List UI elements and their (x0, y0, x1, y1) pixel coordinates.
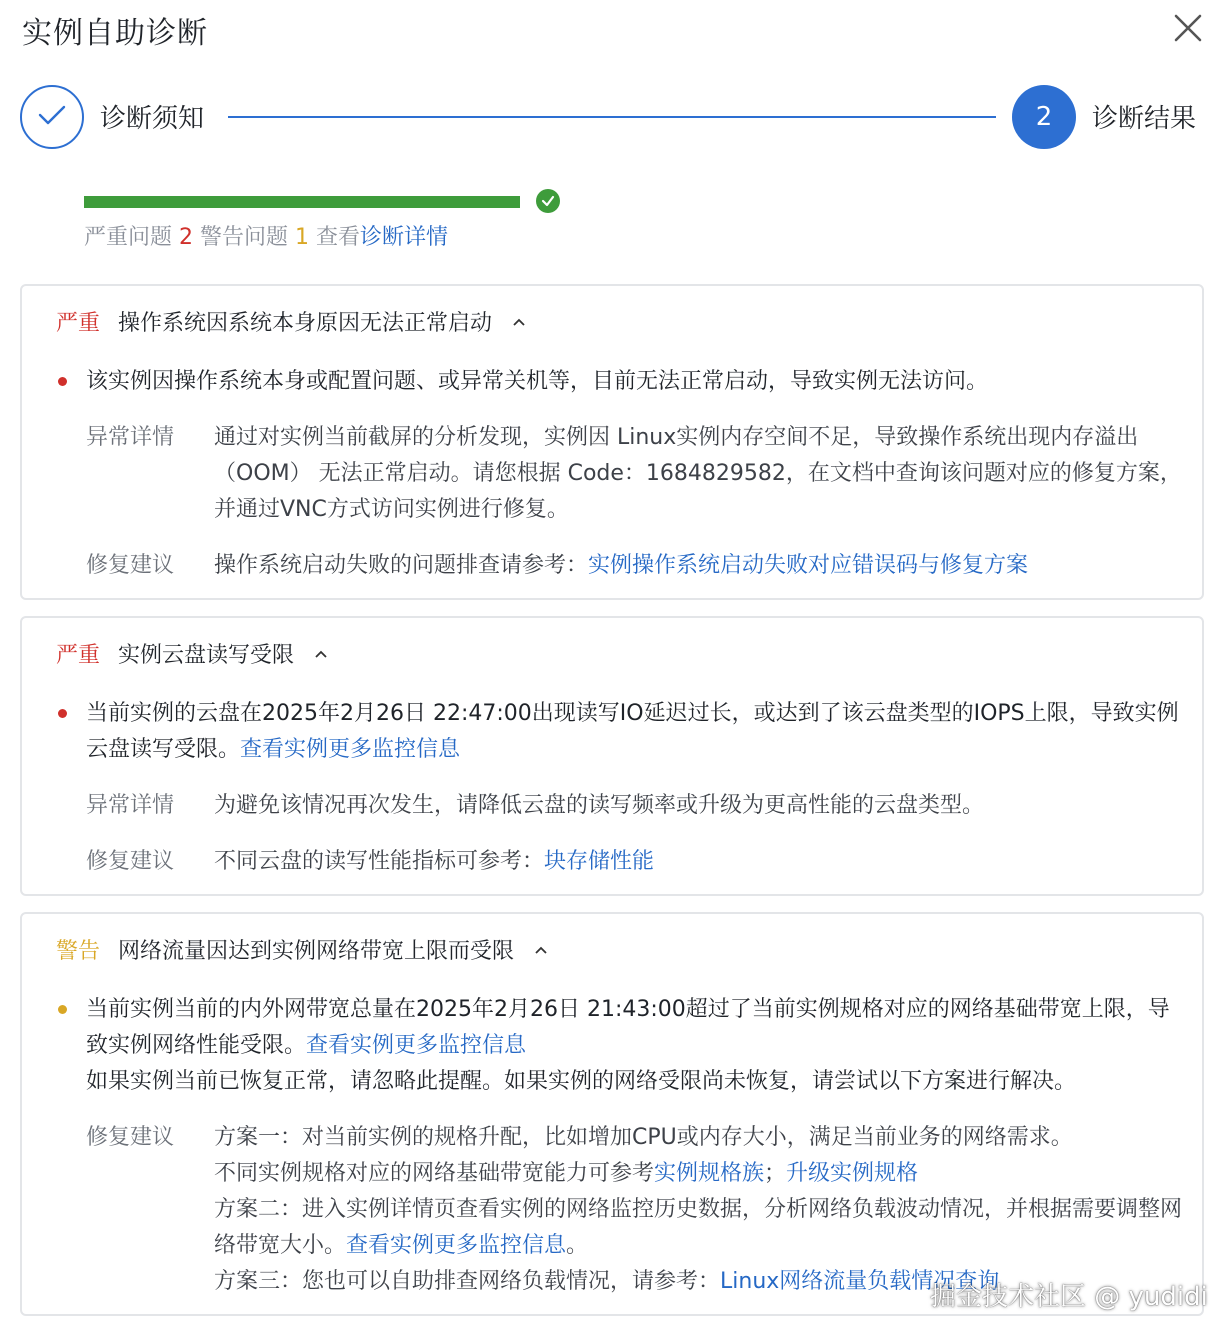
critical-label: 严重问题 (84, 225, 173, 250)
block-storage-performance-link[interactable]: 块存储性能 (544, 849, 655, 874)
severity-badge: 严重 (56, 643, 101, 668)
issue-title: 操作系统因系统本身原因无法正常启动 (118, 311, 493, 336)
monitoring-link[interactable]: 查看实例更多监控信息 (346, 1233, 567, 1258)
fix-text (214, 548, 1184, 584)
link-separator: ； (764, 1161, 787, 1186)
detail-text: 为避免该情况再次发生，请降低云盘的读写频率或升级为更高性能的云盘类型。 (214, 793, 985, 818)
fix-plans (214, 1120, 1184, 1300)
warning-count: 1 (295, 225, 310, 250)
plan-one-cont (214, 1156, 1184, 1192)
instance-family-link[interactable]: 实例规格族 (654, 1161, 765, 1186)
plan-one: 方案一：对当前实例的规格升配，比如增加CPU或内存大小，满足当前业务的网络需求。 (214, 1125, 1073, 1150)
plan-two-text: 方案二：进入实例详情页查看实例的网络监控历史数据，分析网络负载波动情况，并根据需要调整网络带宽大小。 (214, 1197, 1183, 1258)
progress-fill (84, 196, 520, 208)
detail-text: 通过对实例当前截屏的分析发现，实例因 Linux实例内存空间不足，导致操作系统出现内存溢出（OOM） 无法正常启动。请您根据 Code：1684829582，在文档中查询该问题对应的修复方案，并通过VNC方式访问实例进行修复。 (214, 425, 1182, 522)
plan-two (214, 1192, 1184, 1264)
chevron-up-icon[interactable] (314, 649, 328, 659)
fix-text-body: 操作系统启动失败的问题排查请参考： (214, 553, 589, 578)
issue-description: 该实例因操作系统本身或配置问题、或异常关机等，目前无法正常启动，导致实例无法访问。 (86, 369, 989, 394)
fix-label: 修复建议 (86, 1125, 175, 1150)
critical-count: 2 (179, 225, 194, 250)
bullet-dot (58, 377, 67, 386)
step-connector (228, 116, 996, 118)
monitoring-link[interactable]: 查看实例更多监控信息 (240, 737, 461, 762)
diagnosis-details-link[interactable]: 诊断详情 (360, 225, 449, 250)
issue-description-text: 当前实例当前的内外网带宽总量在2025年2月26日 21:43:00超过了当前实例规格对应的网络基础带宽上限，导致实例网络性能受限。 (86, 997, 1170, 1058)
issue-header[interactable] (56, 306, 526, 337)
step-active-circle (1012, 85, 1076, 149)
upgrade-spec-link[interactable]: 升级实例规格 (786, 1161, 919, 1186)
bullet-dot (58, 709, 67, 718)
step-label-notice: 诊断须知 (100, 104, 205, 134)
step-done-circle (20, 85, 84, 149)
plan-three-text: 方案三：您也可以自助排查网络负载情况，请参考： (214, 1269, 721, 1294)
check-icon (36, 99, 68, 135)
issue-card-os-boot (20, 284, 1204, 600)
dialog-title: 实例自助诊断 (22, 16, 208, 51)
severity-badge: 警告 (56, 939, 101, 964)
diagnosis-progress-bar (84, 196, 520, 208)
watermark: 掘金技术社区 @ yudidi (930, 1282, 1208, 1312)
issue-title: 网络流量因达到实例网络带宽上限而受限 (118, 939, 515, 964)
issue-title: 实例云盘读写受限 (118, 643, 295, 668)
fix-text-body: 不同云盘的读写性能指标可参考： (214, 849, 545, 874)
fix-label: 修复建议 (86, 553, 175, 578)
issue-description (86, 992, 1186, 1100)
issue-description-text: 当前实例的云盘在2025年2月26日 22:47:00出现读写IO延迟过长，或达到了该云盘类型的IOPS上限，导致实例云盘读写受限。 (86, 701, 1179, 762)
diagnosis-summary (84, 220, 448, 251)
fix-text (214, 844, 1184, 880)
network-load-query-link[interactable]: Linux网络流量负载情况查询 (720, 1269, 1000, 1294)
issue-header[interactable] (56, 638, 328, 669)
monitoring-link[interactable]: 查看实例更多监控信息 (306, 1033, 527, 1058)
step-label-result: 诊断结果 (1092, 104, 1197, 134)
issue-description (86, 696, 1186, 768)
plan-one-cont-text: 不同实例规格对应的网络基础带宽能力可参考 (214, 1161, 655, 1186)
chevron-up-icon[interactable] (512, 317, 526, 327)
os-boot-error-code-link[interactable]: 实例操作系统启动失败对应错误码与修复方案 (588, 553, 1029, 578)
issue-description-note: 如果实例当前已恢复正常，请忽略此提醒。如果实例的网络受限尚未恢复，请尝试以下方案进行解决。 (86, 1069, 1077, 1094)
issue-card-disk-io (20, 616, 1204, 896)
chevron-up-icon[interactable] (534, 945, 548, 955)
issue-card-network (20, 912, 1204, 1316)
issue-header[interactable] (56, 934, 548, 965)
success-check-icon (536, 189, 560, 213)
step-number: 2 (1035, 102, 1053, 132)
warning-label: 警告问题 (200, 225, 289, 250)
fix-label: 修复建议 (86, 849, 175, 874)
severity-badge: 严重 (56, 311, 101, 336)
plan-two-end: 。 (566, 1233, 589, 1258)
view-label: 查看 (316, 225, 361, 250)
detail-label: 异常详情 (86, 425, 175, 450)
bullet-dot (58, 1005, 67, 1014)
detail-label: 异常详情 (86, 793, 175, 818)
close-icon[interactable] (1170, 10, 1206, 46)
